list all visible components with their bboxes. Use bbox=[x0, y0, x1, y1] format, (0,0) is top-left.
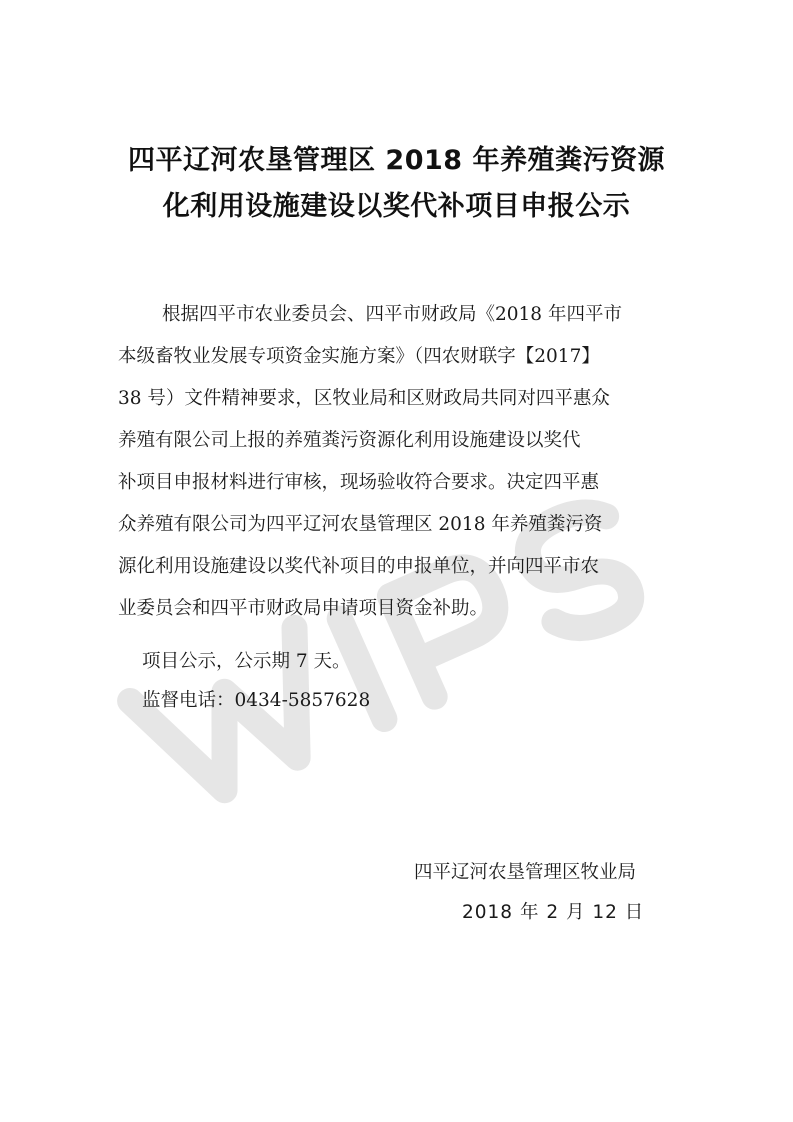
body-line: 业委员会和四平市财政局申请项目资金补助。 bbox=[118, 598, 489, 619]
body-line: 根据四平市农业委员会、四平市财政局《2018 年四平市 bbox=[162, 304, 622, 325]
body-paragraph bbox=[118, 294, 678, 630]
supervision-hotline: 监督电话：0434-5857628 bbox=[142, 690, 371, 711]
body-line: 38 号）文件精神要求，区牧业局和区财政局共同对四平惠众 bbox=[118, 388, 610, 409]
signature-date: 2018 年 2 月 12 日 bbox=[462, 902, 645, 923]
document-title bbox=[96, 138, 697, 230]
body-line: 养殖有限公司上报的养殖粪污资源化利用设施建设以奖代 bbox=[118, 430, 581, 451]
signature-organization: 四平辽河农垦管理区牧业局 bbox=[414, 862, 637, 883]
title-line: 化利用设施建设以奖代补项目申报公示 bbox=[162, 191, 631, 222]
body-line: 源化利用设施建设以奖代补项目的申报单位，并向四平市农 bbox=[118, 556, 600, 577]
notice-period: 项目公示，公示期 7 天。 bbox=[142, 651, 351, 672]
body-line: 补项目申报材料进行审核，现场验收符合要求。决定四平惠 bbox=[118, 472, 600, 493]
body-line: 本级畜牧业发展专项资金实施方案》（四农财联字【2017】 bbox=[118, 346, 600, 367]
body-line: 众养殖有限公司为四平辽河农垦管理区 2018 年养殖粪污资 bbox=[118, 514, 603, 535]
title-line: 四平辽河农垦管理区 2018 年养殖粪污资源 bbox=[128, 145, 665, 176]
